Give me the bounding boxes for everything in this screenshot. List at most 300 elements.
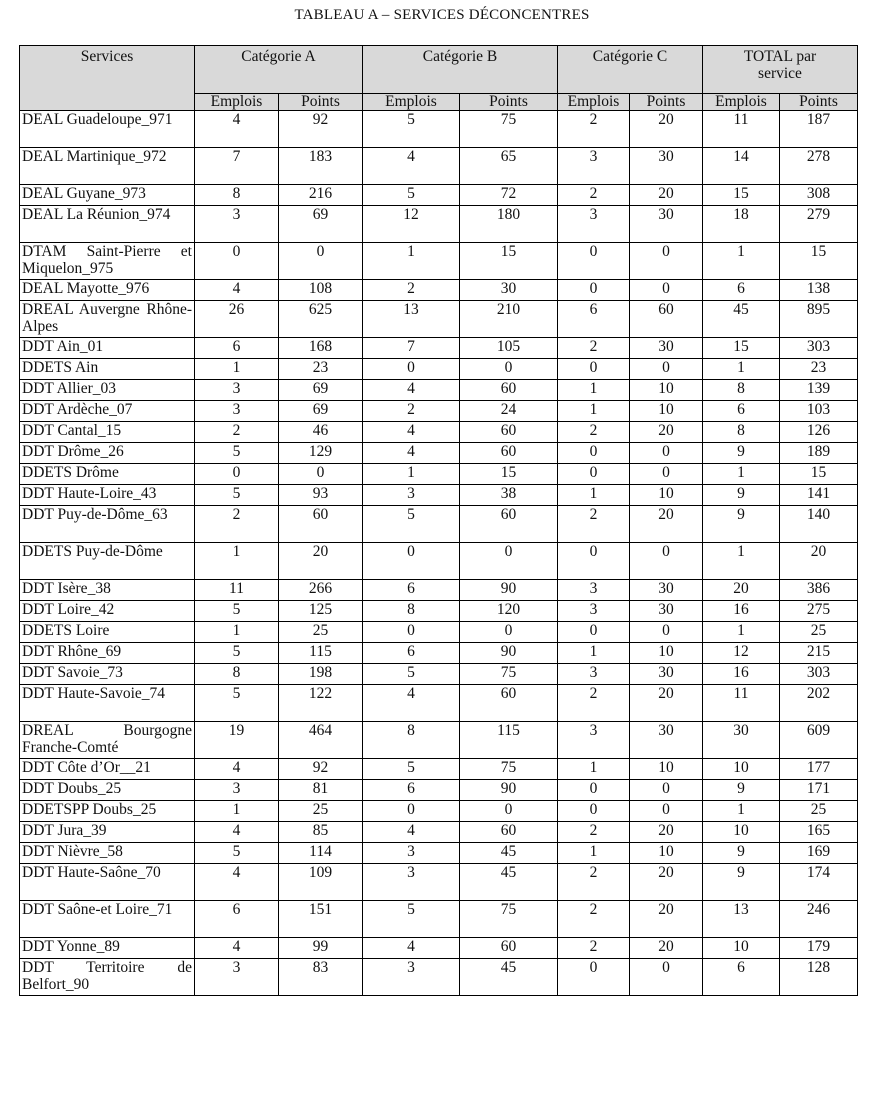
- points-cell: 0: [460, 359, 558, 380]
- emplois-cell: 10: [703, 822, 780, 843]
- emplois-cell: 13: [363, 301, 460, 338]
- service-name-cell: DDT Savoie_73: [20, 664, 195, 685]
- emplois-cell: 4: [195, 111, 279, 148]
- service-name-cell: DDT Doubs_25: [20, 780, 195, 801]
- points-cell: 20: [630, 185, 703, 206]
- table-row: [20, 901, 858, 938]
- points-cell: 83: [279, 959, 363, 996]
- points-cell: 386: [780, 580, 858, 601]
- points-cell: 92: [279, 111, 363, 148]
- points-cell: 174: [780, 864, 858, 901]
- emplois-cell: 1: [363, 243, 460, 280]
- emplois-cell: 8: [363, 722, 460, 759]
- points-cell: 115: [279, 643, 363, 664]
- emplois-cell: 4: [363, 685, 460, 722]
- emplois-cell: 13: [703, 901, 780, 938]
- emplois-cell: 4: [363, 822, 460, 843]
- service-name-cell: DDT Allier_03: [20, 380, 195, 401]
- points-cell: 0: [460, 622, 558, 643]
- emplois-cell: 16: [703, 601, 780, 622]
- points-cell: 216: [279, 185, 363, 206]
- points-cell: 90: [460, 643, 558, 664]
- emplois-cell: 8: [703, 380, 780, 401]
- emplois-cell: 1: [195, 801, 279, 822]
- emplois-cell: 12: [363, 206, 460, 243]
- emplois-cell: 1: [558, 401, 630, 422]
- emplois-cell: 6: [703, 401, 780, 422]
- emplois-cell: 2: [558, 685, 630, 722]
- emplois-cell: 0: [558, 280, 630, 301]
- points-cell: 15: [780, 464, 858, 485]
- points-cell: 168: [279, 338, 363, 359]
- points-cell: 0: [630, 622, 703, 643]
- points-cell: 0: [630, 359, 703, 380]
- emplois-cell: 1: [195, 359, 279, 380]
- points-cell: 75: [460, 901, 558, 938]
- service-name-cell: DEAL Guyane_973: [20, 185, 195, 206]
- emplois-cell: 6: [703, 959, 780, 996]
- points-cell: 20: [780, 543, 858, 580]
- points-cell: 303: [780, 338, 858, 359]
- service-name-cell: DDT Loire_42: [20, 601, 195, 622]
- emplois-cell: 11: [703, 111, 780, 148]
- points-cell: 30: [630, 722, 703, 759]
- emplois-cell: 0: [363, 543, 460, 580]
- points-cell: 20: [630, 864, 703, 901]
- emplois-cell: 0: [195, 243, 279, 280]
- points-cell: 609: [780, 722, 858, 759]
- points-cell: 139: [780, 380, 858, 401]
- points-cell: 15: [780, 243, 858, 280]
- emplois-cell: 1: [558, 485, 630, 506]
- emplois-cell: 0: [363, 801, 460, 822]
- emplois-cell: 4: [363, 938, 460, 959]
- emplois-cell: 1: [703, 543, 780, 580]
- service-name-cell: DDT Ain_01: [20, 338, 195, 359]
- emplois-cell: 6: [363, 643, 460, 664]
- points-cell: 20: [630, 111, 703, 148]
- table-row: [20, 685, 858, 722]
- points-cell: 109: [279, 864, 363, 901]
- emplois-cell: 5: [363, 759, 460, 780]
- points-cell: 246: [780, 901, 858, 938]
- emplois-cell: 3: [195, 380, 279, 401]
- emplois-cell: 8: [195, 664, 279, 685]
- points-cell: 171: [780, 780, 858, 801]
- emplois-cell: 2: [558, 822, 630, 843]
- emplois-cell: 8: [703, 422, 780, 443]
- points-cell: 120: [460, 601, 558, 622]
- points-cell: 46: [279, 422, 363, 443]
- emplois-cell: 2: [195, 506, 279, 543]
- emplois-cell: 3: [558, 206, 630, 243]
- table-row: [20, 485, 858, 506]
- emplois-cell: 1: [558, 380, 630, 401]
- points-cell: 45: [460, 959, 558, 996]
- table-row: [20, 822, 858, 843]
- emplois-cell: 6: [703, 280, 780, 301]
- emplois-cell: 1: [703, 801, 780, 822]
- points-cell: 183: [279, 148, 363, 185]
- points-cell: 138: [780, 280, 858, 301]
- emplois-cell: 9: [703, 443, 780, 464]
- table-row: [20, 422, 858, 443]
- table-row: [20, 643, 858, 664]
- points-cell: 20: [630, 506, 703, 543]
- points-cell: 25: [780, 801, 858, 822]
- emplois-cell: 30: [703, 722, 780, 759]
- points-cell: 126: [780, 422, 858, 443]
- subheader-points: Points: [279, 94, 363, 111]
- services-table: [19, 45, 858, 996]
- table-row: [20, 243, 858, 280]
- points-cell: 0: [630, 543, 703, 580]
- emplois-cell: 2: [558, 422, 630, 443]
- points-cell: 25: [780, 622, 858, 643]
- emplois-cell: 0: [558, 622, 630, 643]
- emplois-cell: 1: [703, 359, 780, 380]
- points-cell: 895: [780, 301, 858, 338]
- header-categorie-a: Catégorie A: [195, 46, 363, 94]
- header-services: Services: [20, 46, 195, 111]
- emplois-cell: 5: [363, 664, 460, 685]
- emplois-cell: 0: [558, 464, 630, 485]
- table-row: [20, 622, 858, 643]
- emplois-cell: 6: [195, 901, 279, 938]
- points-cell: 0: [630, 780, 703, 801]
- emplois-cell: 8: [363, 601, 460, 622]
- emplois-cell: 2: [558, 938, 630, 959]
- points-cell: 85: [279, 822, 363, 843]
- points-cell: 75: [460, 111, 558, 148]
- points-cell: 75: [460, 664, 558, 685]
- points-cell: 20: [279, 543, 363, 580]
- emplois-cell: 15: [703, 185, 780, 206]
- emplois-cell: 5: [363, 185, 460, 206]
- service-name-cell: DEAL Guadeloupe_971: [20, 111, 195, 148]
- points-cell: 20: [630, 685, 703, 722]
- points-cell: 24: [460, 401, 558, 422]
- table-row: [20, 759, 858, 780]
- table-row: [20, 801, 858, 822]
- points-cell: 179: [780, 938, 858, 959]
- emplois-cell: 5: [195, 843, 279, 864]
- points-cell: 20: [630, 822, 703, 843]
- emplois-cell: 18: [703, 206, 780, 243]
- points-cell: 60: [460, 506, 558, 543]
- service-name-cell: DDETSPP Doubs_25: [20, 801, 195, 822]
- points-cell: 60: [460, 822, 558, 843]
- points-cell: 165: [780, 822, 858, 843]
- points-cell: 30: [630, 338, 703, 359]
- points-cell: 20: [630, 901, 703, 938]
- page-title: TABLEAU A – SERVICES DÉCONCENTRES: [294, 7, 590, 23]
- points-cell: 60: [279, 506, 363, 543]
- points-cell: 169: [780, 843, 858, 864]
- emplois-cell: 9: [703, 506, 780, 543]
- emplois-cell: 3: [558, 601, 630, 622]
- table-row: [20, 206, 858, 243]
- points-cell: 69: [279, 401, 363, 422]
- emplois-cell: 6: [558, 301, 630, 338]
- points-cell: 103: [780, 401, 858, 422]
- points-cell: 60: [460, 938, 558, 959]
- points-cell: 10: [630, 643, 703, 664]
- points-cell: 0: [630, 464, 703, 485]
- points-cell: 0: [630, 959, 703, 996]
- emplois-cell: 3: [363, 485, 460, 506]
- emplois-cell: 5: [195, 443, 279, 464]
- emplois-cell: 5: [363, 901, 460, 938]
- points-cell: 266: [279, 580, 363, 601]
- emplois-cell: 9: [703, 864, 780, 901]
- emplois-cell: 7: [363, 338, 460, 359]
- emplois-cell: 11: [195, 580, 279, 601]
- emplois-cell: 2: [558, 506, 630, 543]
- service-name-cell: DDT Haute-Loire_43: [20, 485, 195, 506]
- points-cell: 202: [780, 685, 858, 722]
- points-cell: 278: [780, 148, 858, 185]
- emplois-cell: 0: [558, 543, 630, 580]
- emplois-cell: 19: [195, 722, 279, 759]
- subheader-points: Points: [460, 94, 558, 111]
- points-cell: 99: [279, 938, 363, 959]
- emplois-cell: 1: [703, 243, 780, 280]
- points-cell: 23: [279, 359, 363, 380]
- emplois-cell: 10: [703, 759, 780, 780]
- points-cell: 60: [460, 380, 558, 401]
- emplois-cell: 6: [363, 580, 460, 601]
- points-cell: 10: [630, 759, 703, 780]
- emplois-cell: 2: [558, 864, 630, 901]
- points-cell: 90: [460, 780, 558, 801]
- points-cell: 10: [630, 485, 703, 506]
- points-cell: 60: [460, 422, 558, 443]
- points-cell: 189: [780, 443, 858, 464]
- emplois-cell: 0: [558, 780, 630, 801]
- points-cell: 30: [630, 580, 703, 601]
- points-cell: 625: [279, 301, 363, 338]
- points-cell: 25: [279, 801, 363, 822]
- emplois-cell: 3: [363, 959, 460, 996]
- points-cell: 115: [460, 722, 558, 759]
- emplois-cell: 3: [195, 780, 279, 801]
- service-name-cell: DREAL Auvergne Rhône-Alpes: [20, 301, 195, 338]
- points-cell: 38: [460, 485, 558, 506]
- table-row: [20, 301, 858, 338]
- header-categorie-c: Catégorie C: [558, 46, 703, 94]
- points-cell: 30: [630, 601, 703, 622]
- table-row: [20, 185, 858, 206]
- emplois-cell: 0: [195, 464, 279, 485]
- emplois-cell: 4: [195, 822, 279, 843]
- points-cell: 10: [630, 843, 703, 864]
- emplois-cell: 7: [195, 148, 279, 185]
- points-cell: 141: [780, 485, 858, 506]
- header-total: TOTAL par service: [703, 46, 858, 94]
- emplois-cell: 5: [195, 601, 279, 622]
- emplois-cell: 1: [703, 464, 780, 485]
- emplois-cell: 5: [195, 485, 279, 506]
- emplois-cell: 26: [195, 301, 279, 338]
- points-cell: 0: [279, 243, 363, 280]
- service-name-cell: DDT Rhône_69: [20, 643, 195, 664]
- service-name-cell: DDT Jura_39: [20, 822, 195, 843]
- table-row: [20, 543, 858, 580]
- points-cell: 93: [279, 485, 363, 506]
- table-row: [20, 959, 858, 996]
- table-row: [20, 722, 858, 759]
- service-name-cell: DDT Isère_38: [20, 580, 195, 601]
- emplois-cell: 0: [363, 359, 460, 380]
- service-name-cell: DREAL Bourgogne Franche-Comté: [20, 722, 195, 759]
- table-row: [20, 148, 858, 185]
- service-name-cell: DDT Territoire de Belfort_90: [20, 959, 195, 996]
- emplois-cell: 1: [195, 622, 279, 643]
- points-cell: 177: [780, 759, 858, 780]
- emplois-cell: 0: [558, 443, 630, 464]
- subheader-emplois: Emplois: [363, 94, 460, 111]
- points-cell: 129: [279, 443, 363, 464]
- points-cell: 0: [279, 464, 363, 485]
- points-cell: 279: [780, 206, 858, 243]
- service-name-cell: DDT Puy-de-Dôme_63: [20, 506, 195, 543]
- emplois-cell: 5: [195, 685, 279, 722]
- emplois-cell: 15: [703, 338, 780, 359]
- service-name-cell: DDETS Drôme: [20, 464, 195, 485]
- points-cell: 10: [630, 401, 703, 422]
- emplois-cell: 1: [703, 622, 780, 643]
- table-row: [20, 401, 858, 422]
- table-row: [20, 111, 858, 148]
- table-row: [20, 601, 858, 622]
- emplois-cell: 16: [703, 664, 780, 685]
- emplois-cell: 2: [558, 185, 630, 206]
- header-categorie-b: Catégorie B: [363, 46, 558, 94]
- points-cell: 69: [279, 206, 363, 243]
- emplois-cell: 12: [703, 643, 780, 664]
- emplois-cell: 4: [195, 938, 279, 959]
- points-cell: 90: [460, 580, 558, 601]
- emplois-cell: 1: [558, 759, 630, 780]
- points-cell: 20: [630, 422, 703, 443]
- emplois-cell: 1: [363, 464, 460, 485]
- points-cell: 60: [630, 301, 703, 338]
- points-cell: 210: [460, 301, 558, 338]
- emplois-cell: 0: [363, 622, 460, 643]
- table-row: [20, 359, 858, 380]
- emplois-cell: 2: [363, 280, 460, 301]
- emplois-cell: 20: [703, 580, 780, 601]
- emplois-cell: 2: [195, 422, 279, 443]
- service-name-cell: DDT Nièvre_58: [20, 843, 195, 864]
- table-row: [20, 664, 858, 685]
- subheader-emplois: Emplois: [703, 94, 780, 111]
- points-cell: 60: [460, 443, 558, 464]
- emplois-cell: 11: [703, 685, 780, 722]
- table-row: [20, 780, 858, 801]
- emplois-cell: 9: [703, 780, 780, 801]
- points-cell: 0: [460, 543, 558, 580]
- table-row: [20, 443, 858, 464]
- points-cell: 0: [630, 280, 703, 301]
- table-row: [20, 464, 858, 485]
- emplois-cell: 5: [363, 111, 460, 148]
- service-name-cell: DDETS Ain: [20, 359, 195, 380]
- points-cell: 0: [630, 801, 703, 822]
- table-row: [20, 280, 858, 301]
- emplois-cell: 6: [363, 780, 460, 801]
- points-cell: 108: [279, 280, 363, 301]
- emplois-cell: 0: [558, 959, 630, 996]
- table-row: [20, 506, 858, 543]
- points-cell: 25: [279, 622, 363, 643]
- points-cell: 275: [780, 601, 858, 622]
- service-name-cell: DDT Saône-et Loire_71: [20, 901, 195, 938]
- points-cell: 128: [780, 959, 858, 996]
- points-cell: 464: [279, 722, 363, 759]
- emplois-cell: 4: [363, 148, 460, 185]
- emplois-cell: 3: [558, 580, 630, 601]
- points-cell: 72: [460, 185, 558, 206]
- emplois-cell: 3: [558, 722, 630, 759]
- emplois-cell: 3: [363, 864, 460, 901]
- service-name-cell: DEAL Mayotte_976: [20, 280, 195, 301]
- emplois-cell: 4: [195, 759, 279, 780]
- points-cell: 23: [780, 359, 858, 380]
- emplois-cell: 9: [703, 843, 780, 864]
- table-row: [20, 338, 858, 359]
- points-cell: 125: [279, 601, 363, 622]
- points-cell: 140: [780, 506, 858, 543]
- points-cell: 10: [630, 380, 703, 401]
- service-name-cell: DDT Drôme_26: [20, 443, 195, 464]
- subheader-emplois: Emplois: [558, 94, 630, 111]
- emplois-cell: 8: [195, 185, 279, 206]
- points-cell: 45: [460, 864, 558, 901]
- table-row: [20, 580, 858, 601]
- points-cell: 65: [460, 148, 558, 185]
- emplois-cell: 10: [703, 938, 780, 959]
- emplois-cell: 4: [363, 380, 460, 401]
- points-cell: 30: [630, 148, 703, 185]
- service-name-cell: DTAM Saint-Pierre et Miquelon_975: [20, 243, 195, 280]
- service-name-cell: DDT Haute-Saône_70: [20, 864, 195, 901]
- emplois-cell: 3: [558, 148, 630, 185]
- table-row: [20, 864, 858, 901]
- emplois-cell: 4: [363, 443, 460, 464]
- emplois-cell: 9: [703, 485, 780, 506]
- points-cell: 303: [780, 664, 858, 685]
- points-cell: 122: [279, 685, 363, 722]
- points-cell: 15: [460, 464, 558, 485]
- points-cell: 0: [460, 801, 558, 822]
- points-cell: 60: [460, 685, 558, 722]
- emplois-cell: 2: [558, 111, 630, 148]
- points-cell: 0: [630, 443, 703, 464]
- emplois-cell: 3: [363, 843, 460, 864]
- subheader-points: Points: [630, 94, 703, 111]
- emplois-cell: 1: [558, 643, 630, 664]
- points-cell: 187: [780, 111, 858, 148]
- table-row: [20, 380, 858, 401]
- emplois-cell: 3: [558, 664, 630, 685]
- points-cell: 69: [279, 380, 363, 401]
- points-cell: 105: [460, 338, 558, 359]
- emplois-cell: 5: [363, 506, 460, 543]
- emplois-cell: 0: [558, 359, 630, 380]
- service-name-cell: DDETS Loire: [20, 622, 195, 643]
